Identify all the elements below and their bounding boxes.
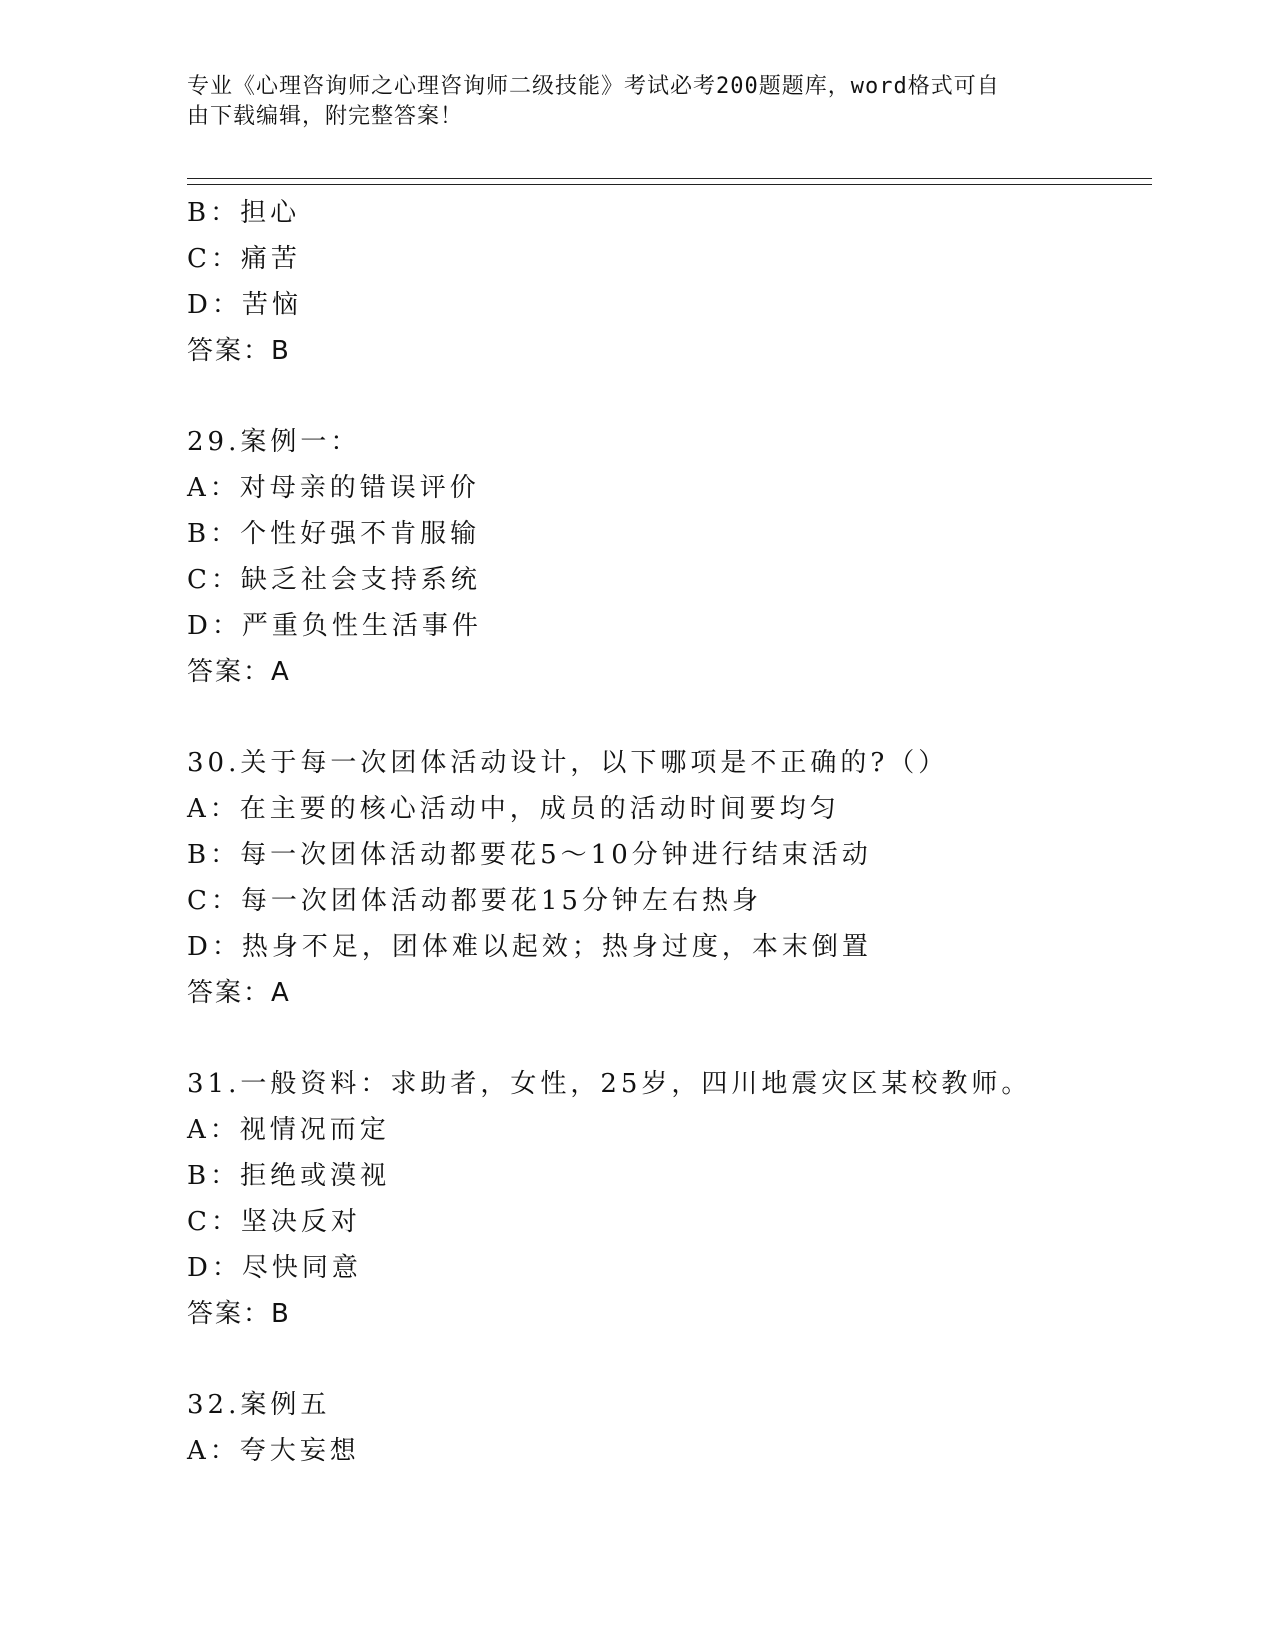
option-item: D：严重负性生活事件 bbox=[187, 611, 482, 641]
question-stem: 29.案例一： bbox=[187, 427, 361, 457]
page-header bbox=[187, 72, 1067, 132]
option-item: C：每一次团体活动都要花15分钟左右热身 bbox=[187, 886, 762, 916]
option-item: A：夸大妄想 bbox=[187, 1436, 360, 1466]
option-item: B：个性好强不肯服输 bbox=[187, 519, 481, 549]
option-item: A：在主要的核心活动中，成员的活动时间要均匀 bbox=[187, 794, 840, 824]
option-item: D：尽快同意 bbox=[187, 1253, 362, 1283]
question-stem: 32.案例五 bbox=[187, 1390, 331, 1420]
question-block bbox=[187, 1382, 1152, 1474]
answer-line: 答案：B bbox=[187, 1299, 291, 1329]
answer-line: 答案：A bbox=[187, 978, 291, 1008]
option-item: B：担心 bbox=[187, 198, 301, 228]
block-spacer bbox=[187, 374, 1152, 419]
header-line-1: 专业《心理咨询师之心理咨询师二级技能》考试必考200题题库，word格式可自 bbox=[187, 74, 1000, 99]
question-list bbox=[187, 190, 1152, 1474]
option-item: C：坚决反对 bbox=[187, 1207, 361, 1237]
block-spacer bbox=[187, 695, 1152, 740]
question-block bbox=[187, 190, 1152, 374]
header-divider bbox=[187, 178, 1152, 185]
option-item: B：每一次团体活动都要花5～10分钟进行结束活动 bbox=[187, 840, 872, 870]
block-spacer bbox=[187, 1337, 1152, 1382]
block-spacer bbox=[187, 1016, 1152, 1061]
option-item: A：对母亲的错误评价 bbox=[187, 473, 480, 503]
option-item: D：热身不足，团体难以起效；热身过度，本末倒置 bbox=[187, 932, 872, 962]
question-stem: 30.关于每一次团体活动设计，以下哪项是不正确的?（） bbox=[187, 748, 949, 778]
option-item: C：痛苦 bbox=[187, 244, 301, 274]
answer-line: 答案：A bbox=[187, 657, 291, 687]
option-item: C：缺乏社会支持系统 bbox=[187, 565, 481, 595]
question-block bbox=[187, 740, 1152, 1016]
question-stem: 31.一般资料：求助者，女性，25岁，四川地震灾区某校教师。 bbox=[187, 1069, 1032, 1099]
option-item: D：苦恼 bbox=[187, 290, 302, 320]
option-item: B：拒绝或漠视 bbox=[187, 1161, 391, 1191]
option-item: A：视情况而定 bbox=[187, 1115, 390, 1145]
question-block bbox=[187, 1061, 1152, 1337]
answer-line: 答案：B bbox=[187, 336, 291, 366]
header-line-2: 由下载编辑，附完整答案！ bbox=[187, 104, 464, 129]
question-block bbox=[187, 419, 1152, 695]
